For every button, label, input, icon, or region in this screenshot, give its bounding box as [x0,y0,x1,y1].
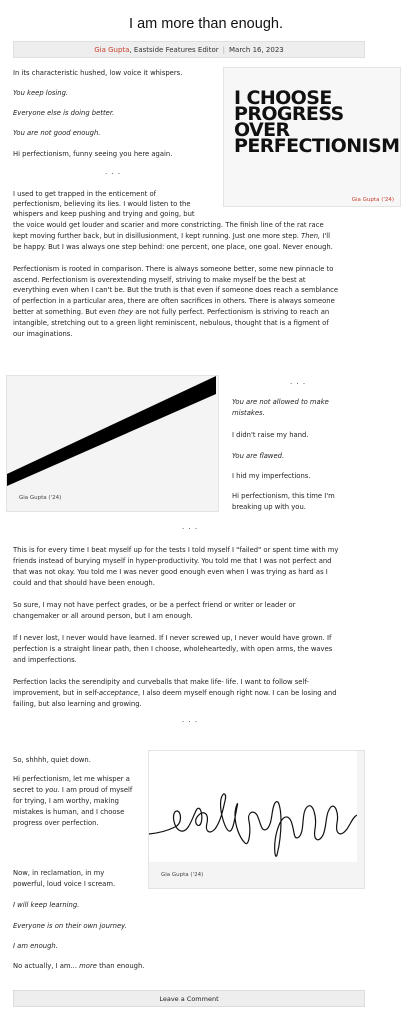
paragraph: Everyone is on their own journey. [13,922,127,930]
paragraph-line: powerful, loud voice I scream. [13,880,116,888]
paragraph-line: ascend. Perfectionism is overextending myself, striving to make myself be the best at [13,276,306,284]
paragraph-line: Perfection lacks the serendipity and curveballs that make life- life. I want to follow self- [13,678,309,686]
section-divider: . . . [290,378,307,386]
image-credit: Gia Gupta ('24) [19,495,62,501]
paragraph: You keep losing. [13,89,69,97]
paragraph-line: mistakes. [232,409,265,417]
paragraph: You are flawed. [232,452,285,460]
paragraph-line: perfection is a straight linear path, then I choose, wholeheartedly, with open arms, the waves [13,645,333,653]
paragraph-line: failing, but also learning and growing. [13,700,142,708]
byline-bar [13,41,365,58]
paragraph-line: Now, in reclamation, in my [13,869,105,877]
paragraph-line: for trying, I am worthy, making [13,797,119,805]
paragraph-line: better at something. But even they are not fully perfect. Perfectionism is striving to reach an [13,308,330,316]
stripe-image[interactable] [6,375,219,512]
paragraph-line: be happy. But I was always one step behind: one percent, one place, one goal. Never enough. [13,243,333,251]
paragraph-line: and imperfections. [13,656,77,664]
paragraph-line: So sure, I may not have perfect grades, or be a perfect friend or writer or leader or [13,601,296,609]
paragraph-line: kept moving further back, but in disillusionment, I kept running. Just one more step. Then, I'll [13,232,331,240]
squiggle-line-graphic [149,751,357,862]
paragraph: In its characteristic hushed, low voice it whispers. [13,69,183,77]
paragraph: No actually, I am... more than enough. [13,962,145,970]
paragraph-line: that was not okay. You told me I was never good enough even when I was trying as hard as I [13,568,328,576]
paragraph-line: breaking up with you. [232,503,306,511]
paragraph-line: Hi perfectionism, let me whisper a [13,775,130,783]
poster-image[interactable] [223,67,401,207]
author-link[interactable]: Gia Gupta [94,45,130,54]
paragraph-line: whispers and keep pushing and trying and going, but [13,210,195,218]
paragraph: Hi perfectionism, funny seeing you here again. [13,150,173,158]
paragraph: I will keep learning. [13,901,80,909]
paragraph-line: Hi perfectionism, this time I'm [232,492,335,500]
paragraph: I didn't raise my hand. [232,431,309,439]
paragraph-line: mistakes is human, and I choose [13,808,125,816]
paragraph-line: everything even when I can't be. But the truth is that even if someone does reach a semblance [13,286,339,294]
publish-date: March 16, 2023 [229,45,284,54]
paragraph-line: I used to get trapped in the enticement of [13,190,157,198]
paragraph: So, shhhh, quiet down. [13,756,91,764]
paragraph-line: progress over perfection. [13,819,99,827]
author-role: , Eastside Features Editor [129,45,219,54]
paragraph-line: perfectionism, believing its lies. I would listen to the [13,200,191,208]
article-title: I am more than enough. [129,16,283,32]
paragraph-line: friends instead of burying myself in hyper-productivity. You told me that I was not perfect and [13,557,332,565]
paragraph-line: could and that should have been enough. [13,579,155,587]
poster-text: I CHOOSE PROGRESS OVER PERFECTIONISM [234,87,400,157]
paragraph-line: If I never lost, I never would have learned. If I never screwed up, I never would have grown. If [13,634,332,642]
paragraph-line: our imaginations. [13,330,73,338]
paragraph: I am enough. [13,942,58,950]
paragraph: I hid my imperfections. [232,472,311,480]
paragraph: You are not good enough. [13,129,101,137]
paragraph-line: You are not allowed to make [232,398,329,406]
paragraph-line: secret to you. I am proud of myself [13,786,133,794]
section-divider: . . . [182,716,199,724]
diagonal-stripe-graphic [7,376,218,486]
image-credit: Gia Gupta ('24) [161,872,204,878]
byline-divider: | [222,45,225,54]
paragraph-line: improvement, but in self-acceptance, I also deem myself enough right now. I can be losing and [13,689,337,697]
paragraph-line: the voice would get louder and scarier and more constricting. The finish line of the rat race [13,221,324,229]
section-divider: . . . [182,523,199,531]
image-credit: Gia Gupta ('24) [351,197,394,203]
paragraph-line: intangible, stretching out to a green light reminiscent, nebulous, thought that is a figment of [13,319,329,327]
paragraph-line: changemaker or all around person, but I am enough. [13,612,193,620]
paragraph-line: This is for every time I beat myself up for the tests I told myself I "failed" or spent time with my [13,546,339,554]
squiggle-image[interactable] [148,750,365,889]
leave-comment-button[interactable]: Leave a Comment [13,990,365,1007]
section-divider: . . . [105,168,122,176]
paragraph-line: of perfection in a particular area, there are often sacrifices in others. There is always someone [13,297,335,305]
paragraph-line: Perfectionism is rooted in comparison. There is always someone better, some new pinnacle to [13,265,334,273]
paragraph: Everyone else is doing better. [13,109,115,117]
